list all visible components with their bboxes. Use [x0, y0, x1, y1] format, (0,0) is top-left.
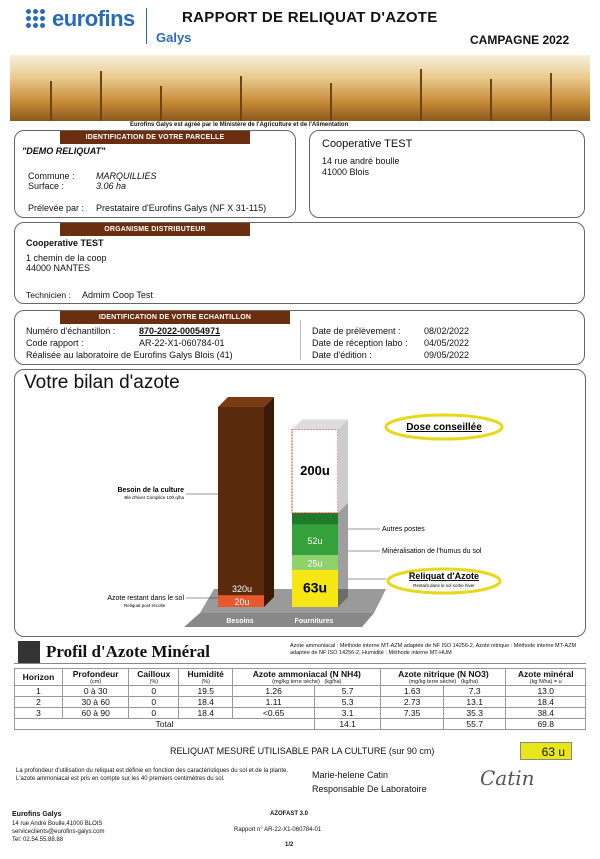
- table-cell: 5.3: [314, 697, 380, 708]
- table-cell: 13.1: [443, 697, 506, 708]
- footer-email: serviceclients@eurofins-galys.com: [12, 829, 105, 835]
- footer-software: AZOFAST 3.0: [270, 811, 309, 817]
- label-320u: 320u: [231, 584, 253, 595]
- category-fournitures: Fournitures: [294, 618, 334, 625]
- table-cell: 1.26: [233, 686, 315, 697]
- logo-dots-icon: [26, 9, 46, 29]
- eurofins-logo: [26, 6, 135, 32]
- table-cell: 0 à 30: [62, 686, 128, 697]
- signature: Catin: [480, 766, 535, 790]
- distributor-name: Cooperative TEST: [26, 238, 104, 248]
- depth-note: La profondeur d'utilisation du reliquat est définie en fonction des caractéristiques du sol et de la plante. L'azote ammoniacal est pris en compte sur les 40 premiers centimètres du sol.: [16, 768, 288, 782]
- footer-tel: Tel: 02.54.55.88.88: [12, 837, 64, 843]
- bar-besoins: [218, 407, 264, 607]
- date1-label: Date de prélèvement :: [312, 326, 401, 336]
- measured-value: 63 u: [520, 742, 572, 760]
- report-title: RAPPORT DE RELIQUAT D'AZOTE: [182, 9, 438, 26]
- col-humidite: Humidité (%): [179, 669, 233, 686]
- table-cell: 2.73: [381, 697, 444, 708]
- campaign: CAMPAGNE 2022: [470, 33, 570, 47]
- category-besoins: Besoins: [226, 618, 254, 625]
- table-cell: 18.4: [179, 697, 233, 708]
- col-cailloux: Cailloux (%): [129, 669, 179, 686]
- table-cell: 0: [129, 708, 179, 719]
- table-row: [15, 708, 586, 719]
- distributor-tab: ORGANISME DISTRIBUTEUR: [60, 223, 250, 236]
- sample-tab: IDENTIFICATION DE VOTRE ECHANTILLON: [60, 311, 290, 324]
- sample-divider: [300, 320, 301, 360]
- table-cell: 19.5: [179, 686, 233, 697]
- table-cell: 18.4: [506, 697, 586, 708]
- bar-segment-3: [292, 513, 338, 525]
- client-address1: 14 rue andré boulle: [322, 156, 400, 166]
- table-cell: 1.11: [233, 697, 315, 708]
- table-cell: 7.3: [443, 686, 506, 697]
- measured-label: RELIQUAT MESURÉ UTILISABLE PAR LA CULTURE (sur 90 cm): [170, 746, 435, 756]
- wheat-banner: [10, 55, 590, 121]
- date1: 08/02/2022: [424, 326, 470, 336]
- chart-title: Votre bilan d'azote: [24, 372, 180, 393]
- table-cell: 0: [129, 686, 179, 697]
- sample-code: AR-22-X1-060784-01: [139, 338, 225, 348]
- surface-label: Surface :: [28, 181, 65, 191]
- parcel-name: "DEMO RELIQUAT": [22, 146, 106, 156]
- footer-company: Eurofins Galys: [12, 811, 62, 818]
- client-name: Cooperative TEST: [322, 138, 413, 150]
- col-horizon: Horizon: [15, 669, 63, 686]
- total-cell: [381, 719, 444, 730]
- table-cell: 35.3: [443, 708, 506, 719]
- table-cell: 30 à 60: [62, 697, 128, 708]
- table-cell: 18.4: [179, 708, 233, 719]
- table-cell: 0: [129, 697, 179, 708]
- client-address2: 41000 Blois: [322, 167, 370, 177]
- dose-label: Dose conseillée: [406, 422, 482, 433]
- footer-address: 14 rue André Boulle,41000 BLOIS: [12, 821, 103, 827]
- tech-label: Technicien :: [26, 290, 71, 300]
- table-row: [15, 697, 586, 708]
- table-cell: 2: [15, 697, 63, 708]
- label-200u: 200u: [300, 463, 330, 479]
- restant-sub: Reliquat post-récolte: [124, 603, 166, 608]
- reliquat-label: Reliquat d'Azote: [408, 571, 480, 581]
- table-row: [15, 686, 586, 697]
- table-cell: 3.1: [314, 708, 380, 719]
- logo-sub: Galys: [156, 30, 192, 45]
- signer-name: Marie-helene Catin: [312, 770, 389, 780]
- date2-label: Date de réception labo :: [312, 338, 408, 348]
- total-row: [15, 719, 586, 730]
- signer-role: Responsable De Laboratoire: [312, 784, 427, 794]
- total-cell: 55.7: [443, 719, 506, 730]
- restant-label: Azote restant dans le sol: [107, 595, 184, 602]
- col-mineral: Azote minéral (kg N/ha) = u: [506, 669, 586, 686]
- sampler-label: Prélevée par :: [28, 203, 85, 213]
- nitrogen-chart: [14, 369, 586, 637]
- total-cell: 69.8: [506, 719, 586, 730]
- table-cell: 3: [15, 708, 63, 719]
- date3-label: Date d'édition :: [312, 350, 372, 360]
- date2: 04/05/2022: [424, 338, 470, 348]
- tech-value: Admim Coop Test: [82, 290, 153, 300]
- table-cell: 1: [15, 686, 63, 697]
- table-cell: <0.65: [233, 708, 315, 719]
- surface-value: 3.06 ha: [96, 181, 127, 191]
- footer-page: 1/2: [285, 842, 294, 848]
- table-cell: 1.63: [381, 686, 444, 697]
- profile-title: Profil d'Azote Minéral: [46, 642, 210, 661]
- reliquat-sub: Restant dans le sol sortie hiver: [413, 583, 475, 588]
- sample-lab: Réalisée au laboratoire de Eurofins Galys Blois (41): [26, 350, 233, 360]
- besoin-label: Besoin de la culture: [117, 487, 184, 494]
- commune-label: Commune :: [28, 171, 75, 181]
- label-20u: 20u: [234, 597, 250, 607]
- label-seg-1: 25u: [307, 558, 323, 569]
- commune-value: MARQUILLIES: [96, 171, 157, 181]
- bar-dose-side: [338, 419, 348, 513]
- sample-num-label: Numéro d'échantillon :: [26, 326, 116, 336]
- label-seg-2: 52u: [307, 535, 323, 546]
- profile-table: [14, 668, 586, 730]
- mineral-label: Minéralisation de l'humus du sol: [382, 548, 482, 555]
- ground-base: [184, 613, 374, 627]
- profile-methods: Azote ammoniacal : Méthode interne MT-AZM adaptée de NF ISO 14256-2, Azote nitrique : Méthode interne MT-AZM adaptée de NF ISO 14256-2, Humidité : Méthode interne MT-HUM: [290, 643, 577, 656]
- col-profondeur: Profondeur (cm): [62, 669, 128, 686]
- total-label: Total: [15, 719, 315, 730]
- wheat-icon: [18, 641, 40, 663]
- logo-text: eurofins: [52, 6, 135, 31]
- sample-num: 870-2022-00054971: [139, 326, 221, 336]
- table-cell: 5.7: [314, 686, 380, 697]
- logo-divider: [146, 8, 147, 44]
- col-ammoniacal: Azote ammoniacal (N NH4) (mg/kg terre sèche) (kg/ha): [233, 669, 381, 686]
- table-cell: 38.4: [506, 708, 586, 719]
- bar-besoins-side: [264, 397, 274, 607]
- table-cell: 60 à 90: [62, 708, 128, 719]
- total-cell: 14.1: [314, 719, 380, 730]
- sampler-value: Prestataire d'Eurofins Galys (NF X 31-115): [96, 203, 267, 213]
- sample-code-label: Code rapport :: [26, 338, 84, 348]
- table-cell: 13.0: [506, 686, 586, 697]
- distributor-address1: 1 chemin de la coop: [26, 253, 107, 263]
- col-nitrique: Azote nitrique (N NO3) (mg/kg terre sèche) (kg/ha): [381, 669, 506, 686]
- label-seg-0: 63u: [302, 579, 328, 596]
- agreement-text: Eurofins Galys est agréé par le Ministère de l'Agriculture et de l'Alimentation: [130, 122, 349, 128]
- besoin-sub: Blé d'hiver Complice 100 q/ha: [124, 495, 184, 500]
- date3: 09/05/2022: [424, 350, 470, 360]
- footer-report: Rapport n° AR-22-X1-060784-01: [234, 827, 322, 833]
- distributor-address2: 44000 NANTES: [26, 263, 91, 273]
- autres-label: Autres postes: [382, 526, 425, 533]
- parcel-tab: IDENTIFICATION DE VOTRE PARCELLE: [60, 131, 250, 144]
- table-cell: 7.35: [381, 708, 444, 719]
